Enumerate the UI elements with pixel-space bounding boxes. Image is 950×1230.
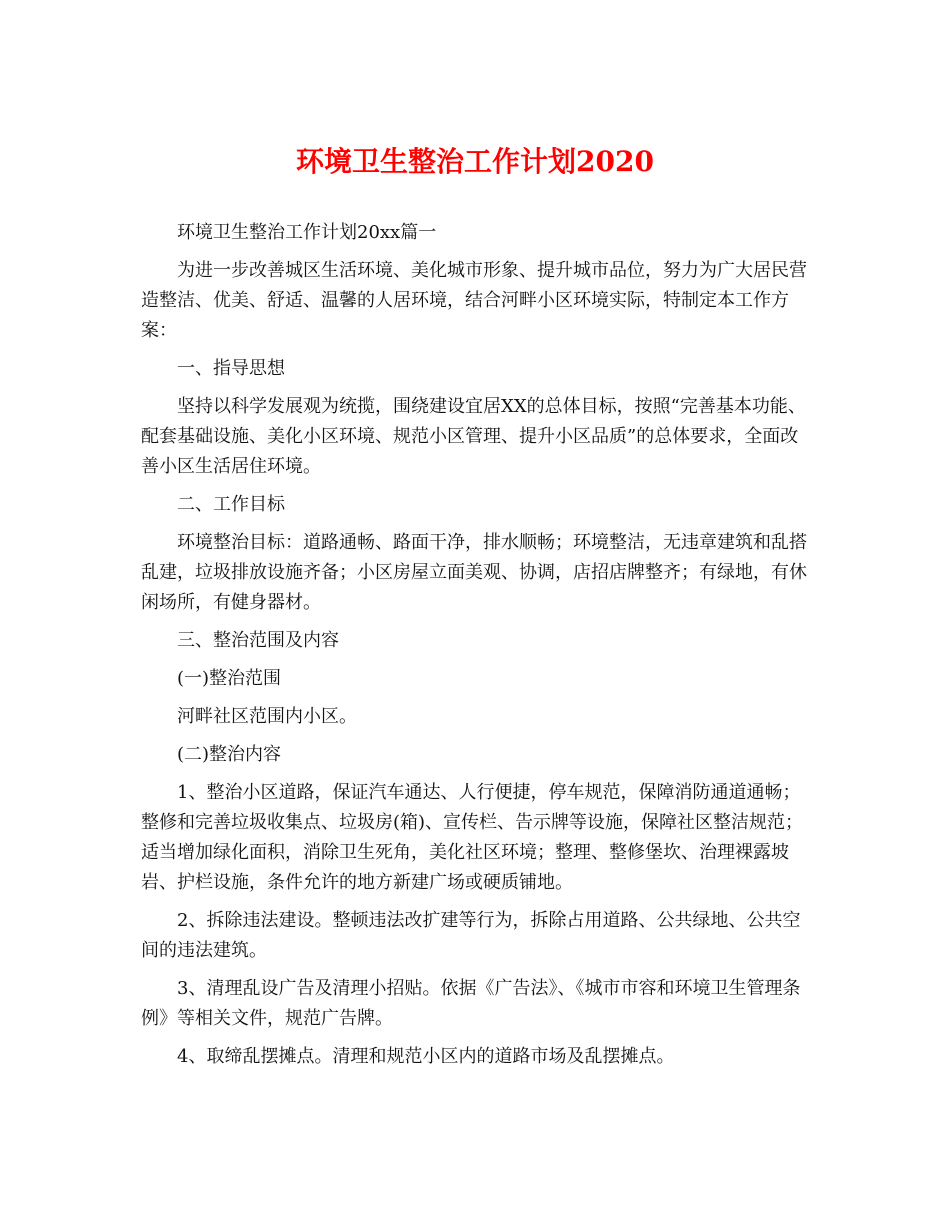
list-item: 3、清理乱设广告及清理小招贴。依据《广告法》、《城市市容和环境卫生管理条例》等相关文件，规范广告牌。 [141, 978, 801, 1029]
section-heading: 环境卫生整治工作计划20xx篇一 [177, 222, 437, 243]
list-item: 4、取缔乱摆摊点。清理和规范小区内的道路市场及乱摆摊点。 [177, 1046, 675, 1067]
section-heading: 二、工作目标 [177, 494, 285, 515]
section-heading: 一、指导思想 [177, 358, 285, 379]
body-paragraph: 环境整治目标：道路通畅、路面干净，排水顺畅；环境整洁，无违章建筑和乱搭乱建，垃圾排放设施齐备；小区房屋立面美观、协调，店招店牌整齐；有绿地，有休闲场所，有健身器材。 [141, 532, 807, 613]
subsection-heading: (二)整治内容 [177, 744, 282, 765]
document-title: 环境卫生整治工作计划2020 [296, 145, 654, 178]
list-item: 1、整治小区道路，保证汽车通达、人行便捷，停车规范，保障消防通道通畅；整修和完善垃圾收集点、垃圾房(箱)、宣传栏、告示牌等设施，保障社区整洁规范；适当增加绿化面积，消除卫生死角，美化社区环境；整理、整修堡坎、治理裸露坡岩、护栏设施，条件允许的地方新建广场或硬质铺地。 [141, 782, 804, 893]
body-paragraph: 河畔社区范围内小区。 [177, 706, 357, 727]
body-paragraph: 坚持以科学发展观为统揽，围绕建设宜居XX的总体目标，按照“完善基本功能、配套基础设施、美化小区环境、规范小区管理、提升小区品质”的总体要求，全面改善小区生活居住环境。 [141, 396, 806, 477]
document-body [141, 218, 813, 1080]
list-item: 2、拆除违法建设。整顿违法改扩建等行为，拆除占用道路、公共绿地、公共空间的违法建筑。 [141, 910, 801, 961]
body-paragraph: 为进一步改善城区生活环境、美化城市形象、提升城市品位，努力为广大居民营造整洁、优美、舒适、温馨的人居环境，结合河畔小区环境实际，特制定本工作方案： [141, 260, 807, 341]
section-heading: 三、整治范围及内容 [177, 630, 339, 651]
subsection-heading: (一)整治范围 [177, 668, 282, 689]
